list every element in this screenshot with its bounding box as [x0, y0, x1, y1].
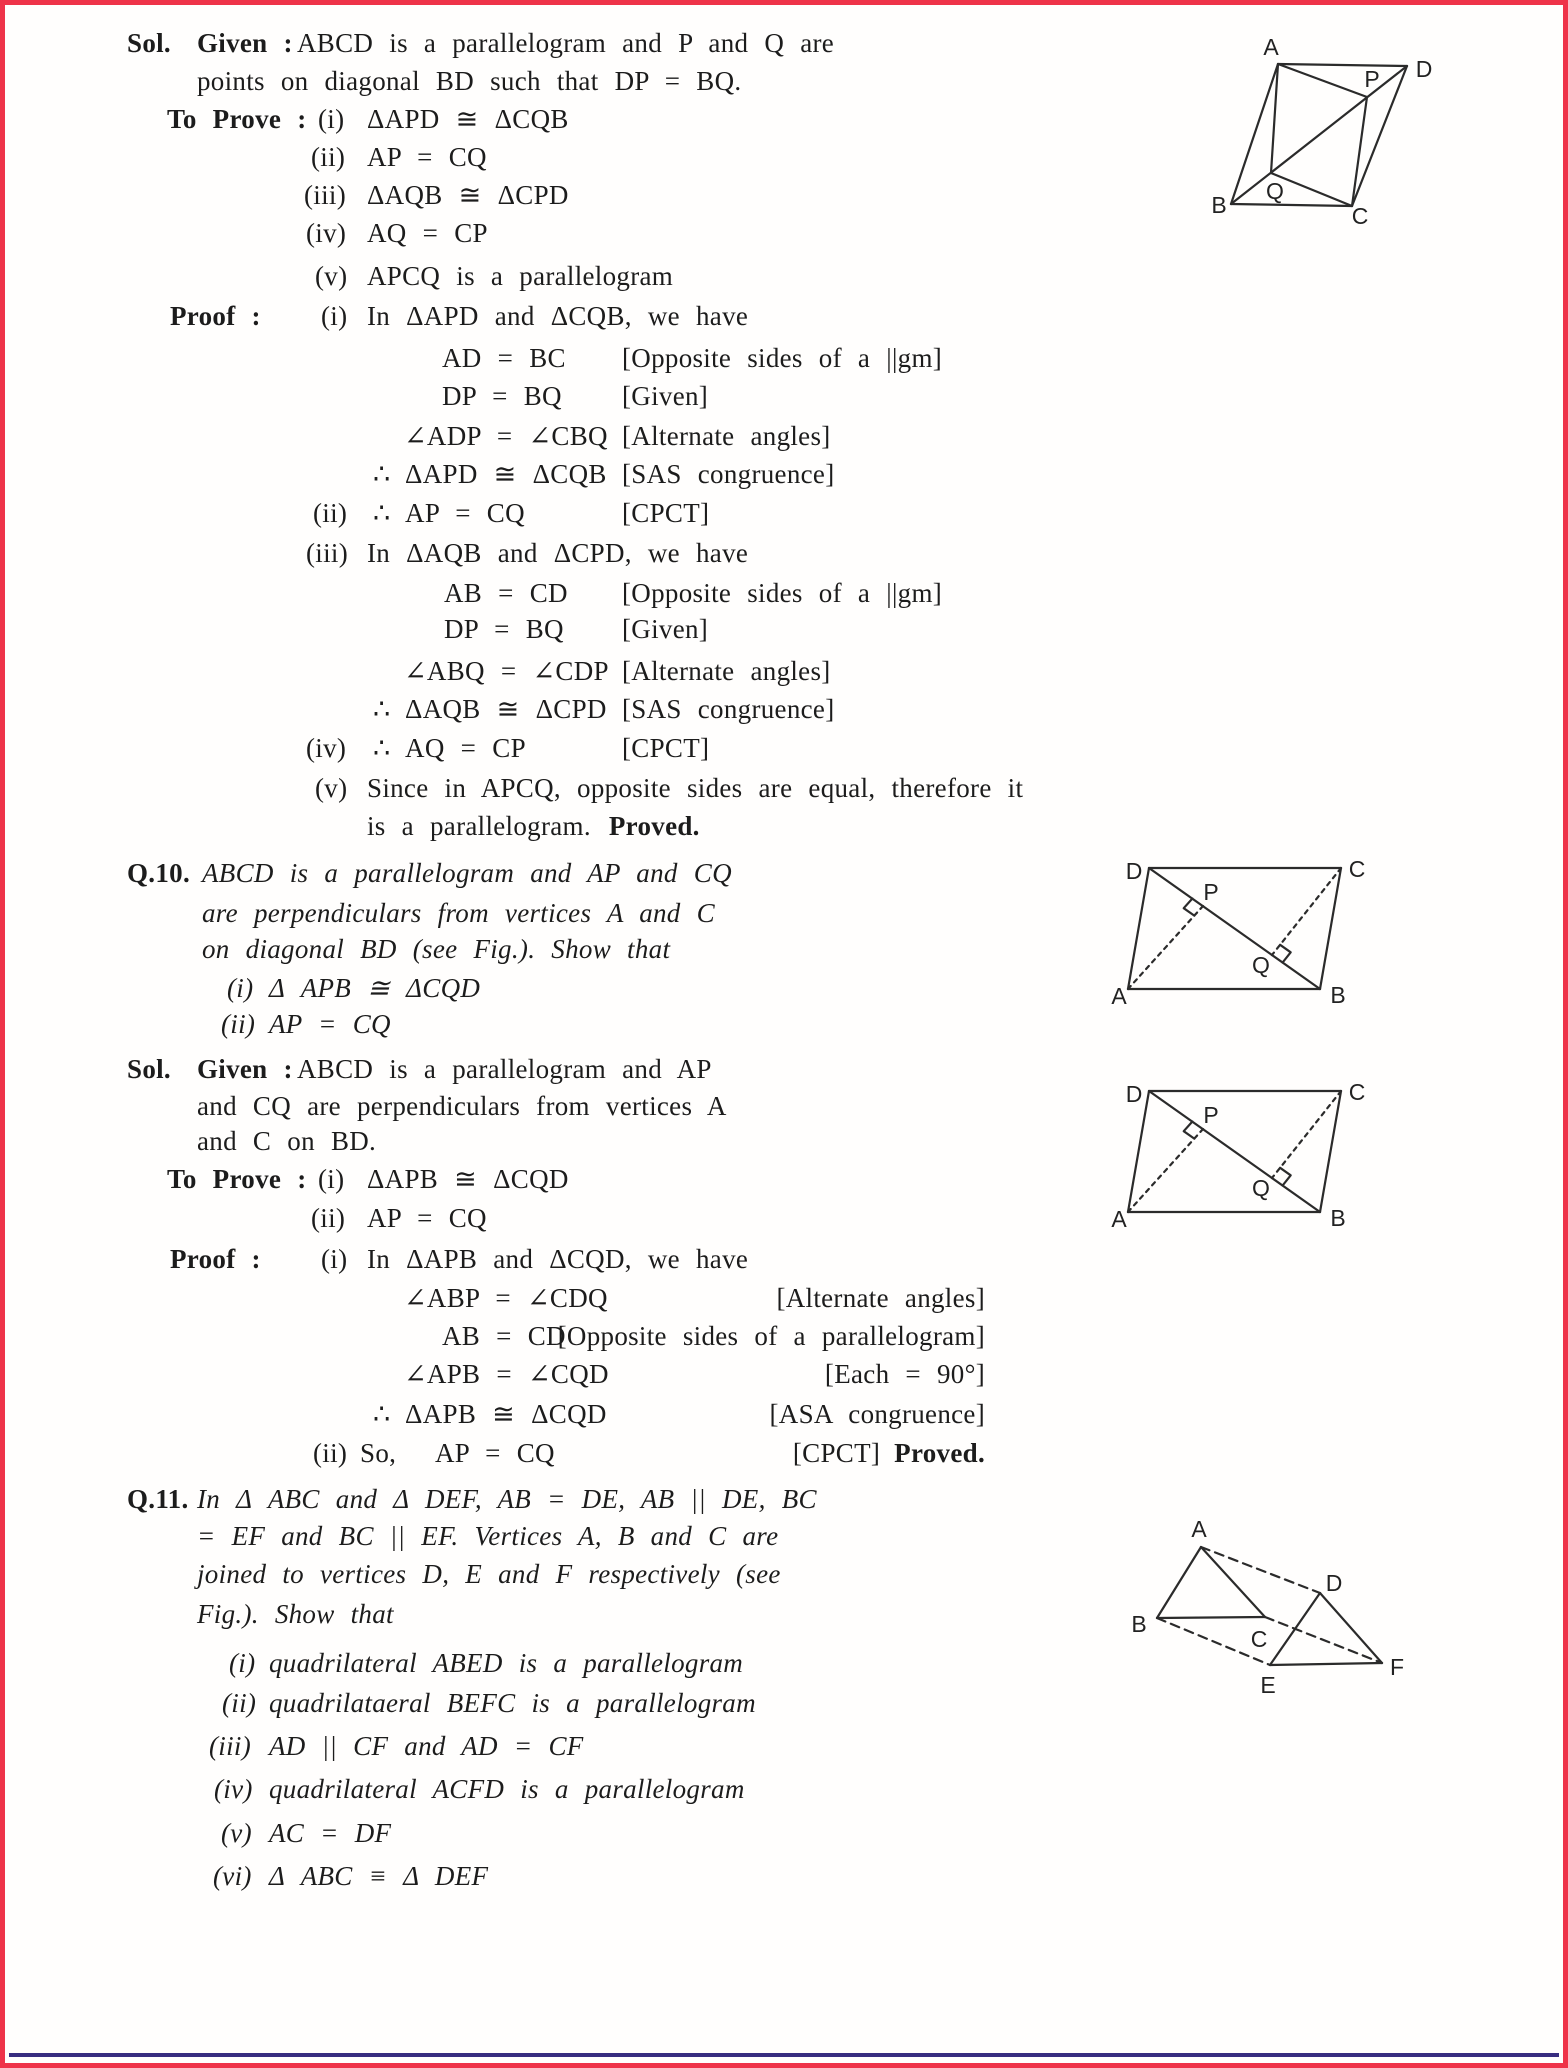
item-number: (i): [227, 973, 254, 1003]
item-text: quadrilateral ABED is a parallelogram: [269, 1648, 744, 1678]
item-text: AD || CF and AD = CF: [269, 1731, 584, 1761]
proof-equation: ∴ AP = CQ: [373, 498, 525, 528]
sol10-given-line: and CQ are perpendiculars from vertices A: [197, 1091, 727, 1121]
vertex-label-b: B: [1211, 192, 1227, 218]
figure-q10-parallelogram-solution: [1098, 1059, 1386, 1237]
item-text: AP = CQ: [269, 1009, 391, 1039]
proof-reason: [Opposite sides of a ||gm]: [622, 343, 943, 373]
bottom-rule: [9, 2053, 1559, 2057]
sol10-label: Sol.: [127, 1054, 171, 1084]
item-number: (ii): [222, 1688, 257, 1718]
proof-reason-text: [CPCT]: [792, 1438, 881, 1468]
proof-equation: ∴ ΔAPB ≅ ΔCQD: [373, 1399, 607, 1429]
vertex-label-d: D: [1415, 56, 1433, 82]
vertex-label-p: P: [1203, 1102, 1219, 1128]
item-number: (iii): [209, 1731, 251, 1761]
vertex-label-a: A: [1191, 1516, 1207, 1542]
q10-label: Q.10.: [127, 858, 191, 888]
proof-equation: AP = CQ: [435, 1438, 555, 1468]
item-text: AP = CQ: [367, 1203, 487, 1233]
item-number: (iv): [306, 733, 347, 763]
vertex-label-c: C: [1351, 203, 1369, 229]
vertex-label-c: C: [1348, 1079, 1366, 1105]
proof-reason: [793, 1438, 985, 1468]
proof-reason: [Alternate angles]: [622, 421, 831, 451]
item-number: (iv): [214, 1774, 253, 1804]
right-angle-mark: [1184, 899, 1195, 916]
proof-text-tail: is a parallelogram.: [367, 811, 591, 841]
item-text: ΔAQB ≅ ΔCPD: [367, 180, 569, 210]
proof-equation: AB = CD: [442, 1321, 566, 1351]
item-text: Δ APB ≅ ΔCQD: [269, 973, 481, 1003]
right-angle-mark: [1184, 1122, 1195, 1139]
item-number: (i): [318, 1164, 345, 1194]
q11-line: joined to vertices D, E and F respectively (see: [197, 1559, 781, 1589]
vertex-label-d: D: [1125, 858, 1143, 884]
proof-equation: ∠ABQ = ∠CDP: [404, 656, 609, 686]
sol9-given-line: ABCD is a parallelogram and P and Q are: [297, 28, 835, 58]
item-number: (ii): [221, 1009, 256, 1039]
proved-label: Proved.: [608, 811, 700, 841]
vertex-label-b: B: [1131, 1611, 1147, 1637]
figure-q10-parallelogram: [1098, 836, 1386, 1014]
item-number: (iii): [304, 180, 346, 210]
vertex-label-a: A: [1263, 34, 1279, 60]
sol9-given-label: Given :: [197, 28, 293, 58]
proof-reason: [Each = 90°]: [824, 1359, 985, 1389]
vertex-label-a: A: [1111, 1206, 1127, 1232]
sol9-label: Sol.: [127, 28, 171, 58]
q10-line: ABCD is a parallelogram and AP and CQ: [202, 858, 732, 888]
sol9-proof-label: Proof :: [170, 301, 261, 331]
sol10-proof-label: Proof :: [170, 1244, 261, 1274]
proof-equation: AD = BC: [442, 343, 566, 373]
proof-reason: [Opposite sides of a ||gm]: [622, 578, 943, 608]
vertex-label-b: B: [1330, 1205, 1346, 1231]
proof-reason: [Given]: [622, 381, 709, 411]
sol10-given-line: ABCD is a parallelogram and AP: [297, 1054, 712, 1084]
proof-equation: AB = CD: [444, 578, 568, 608]
vertex-label-c: C: [1348, 856, 1366, 882]
proof-text: So,: [360, 1438, 397, 1468]
proof-reason: [ASA congruence]: [769, 1399, 985, 1429]
vertex-label-q: Q: [1252, 1175, 1270, 1201]
q10-line: are perpendiculars from vertices A and C: [202, 898, 715, 928]
proof-text: [367, 811, 700, 841]
proof-equation: ∠APB = ∠CQD: [404, 1359, 609, 1389]
right-angle-mark: [1280, 945, 1291, 963]
item-number: (i): [229, 1648, 256, 1678]
proof-reason: [Given]: [622, 614, 709, 644]
item-text: AQ = CP: [367, 218, 488, 248]
vertex-label-f: F: [1389, 1654, 1405, 1680]
item-number: (iii): [306, 538, 348, 568]
item-number: (ii): [313, 1438, 348, 1468]
proof-equation: ∴ AQ = CP: [373, 733, 526, 763]
figure-q11-triangles: [1113, 1501, 1415, 1699]
figure-edges: [1128, 868, 1341, 989]
item-text: AC = DF: [269, 1818, 392, 1848]
vertex-label-d: D: [1125, 1081, 1143, 1107]
vertex-label-d: D: [1325, 1570, 1343, 1596]
figure-edges: [1157, 1547, 1382, 1665]
item-number: (ii): [313, 498, 348, 528]
proof-reason: [SAS congruence]: [622, 459, 835, 489]
item-number: (v): [315, 261, 348, 291]
item-number: (vi): [213, 1861, 252, 1891]
vertex-label-a: A: [1111, 983, 1127, 1009]
q11-line: = EF and BC || EF. Vertices A, B and C are: [197, 1521, 779, 1551]
proof-reason: [CPCT]: [622, 733, 710, 763]
vertex-label-b: B: [1330, 982, 1346, 1008]
item-number: (v): [315, 773, 348, 803]
figure-edges: [1128, 1091, 1341, 1212]
sol10-given-line: and C on BD.: [197, 1126, 377, 1156]
proved-label: Proved.: [894, 1438, 985, 1468]
item-text: Δ ABC ≡ Δ DEF: [269, 1861, 489, 1891]
proof-reason: [Alternate angles]: [622, 656, 831, 686]
item-text: quadrilataeral BEFC is a parallelogram: [269, 1688, 756, 1718]
vertex-label-p: P: [1203, 879, 1219, 905]
proof-text: In ΔAPB and ΔCQD, we have: [367, 1244, 749, 1274]
vertex-label-q: Q: [1252, 952, 1270, 978]
proof-equation: ∠ADP = ∠CBQ: [404, 421, 608, 451]
item-text: quadrilateral ACFD is a parallelogram: [269, 1774, 745, 1804]
proof-equation: DP = BQ: [442, 381, 562, 411]
proof-equation: ∠ABP = ∠CDQ: [404, 1283, 608, 1313]
item-number: (v): [221, 1818, 252, 1848]
q11-label: Q.11.: [127, 1484, 189, 1514]
proof-reason: [SAS congruence]: [622, 694, 835, 724]
item-number: (iv): [306, 218, 347, 248]
proof-text: In ΔAQB and ΔCPD, we have: [367, 538, 749, 568]
vertex-label-e: E: [1260, 1672, 1276, 1698]
sol10-toprove-label: To Prove :: [167, 1164, 307, 1194]
proof-reason: [Alternate angles]: [776, 1283, 985, 1313]
item-number: (i): [321, 301, 348, 331]
item-number: (ii): [311, 142, 346, 172]
proof-text: In ΔAPD and ΔCQB, we have: [367, 301, 749, 331]
proof-text: Since in APCQ, opposite sides are equal, therefore it: [367, 773, 1024, 803]
item-number: (i): [318, 104, 345, 134]
item-text: ΔAPB ≅ ΔCQD: [367, 1164, 569, 1194]
proof-equation: DP = BQ: [444, 614, 564, 644]
right-angle-mark: [1280, 1168, 1291, 1186]
item-text: APCQ is a parallelogram: [367, 261, 674, 291]
item-number: (ii): [311, 1203, 346, 1233]
q10-line: on diagonal BD (see Fig.). Show that: [202, 934, 671, 964]
item-text: ΔAPD ≅ ΔCQB: [367, 104, 569, 134]
sol9-toprove-label: To Prove :: [167, 104, 307, 134]
vertex-label-c: C: [1250, 1626, 1268, 1652]
figure-edges: [1231, 64, 1407, 206]
proof-equation: ∴ ΔAPD ≅ ΔCQB: [373, 459, 607, 489]
q11-line: In Δ ABC and Δ DEF, AB = DE, AB || DE, BC: [197, 1484, 817, 1514]
figure-parallelogram-abcd-pq: [1193, 17, 1465, 233]
sol9-given-line: points on diagonal BD such that DP = BQ.: [197, 66, 742, 96]
proof-reason: [Opposite sides of a parallelogram]: [557, 1321, 985, 1351]
vertex-label-q: Q: [1266, 178, 1284, 204]
vertex-label-p: P: [1364, 66, 1380, 92]
item-number: (i): [321, 1244, 348, 1274]
sol10-given-label: Given :: [197, 1054, 293, 1084]
item-text: AP = CQ: [367, 142, 487, 172]
q11-line: Fig.). Show that: [197, 1599, 394, 1629]
proof-reason: [CPCT]: [622, 498, 710, 528]
proof-equation: ∴ ΔAQB ≅ ΔCPD: [373, 694, 607, 724]
